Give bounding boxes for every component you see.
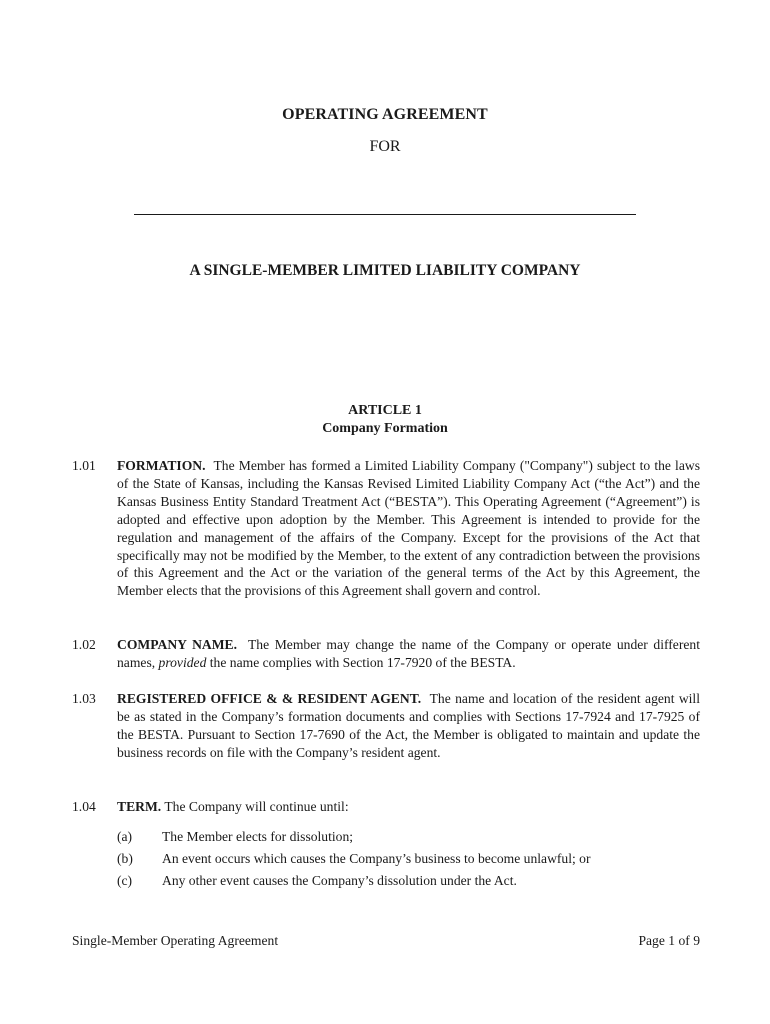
list-item-text: An event occurs which causes the Company’s business to become unlawful; or (162, 851, 591, 866)
section-heading: TERM. (117, 799, 162, 814)
article-number: ARTICLE 1 (348, 403, 422, 418)
document-for-line: FOR (369, 138, 401, 155)
section-body (117, 636, 700, 672)
list-item-text: The Member elects for dissolution; (162, 829, 354, 844)
section-heading: COMPANY NAME. (117, 637, 237, 652)
list-item-label: (b) (117, 851, 133, 866)
section-1-04 (72, 798, 700, 816)
section-heading: REGISTERED OFFICE & & RESIDENT AGENT. (117, 691, 422, 706)
document-subtitle: A SINGLE-MEMBER LIMITED LIABILITY COMPANY (189, 262, 581, 279)
article-name: Company Formation (322, 421, 448, 436)
section-heading: FORMATION. (117, 458, 206, 473)
section-text-continued: the name complies with Section 17-7920 of the BESTA. (209, 654, 516, 670)
section-1-01 (72, 457, 700, 600)
document-title: OPERATING AGREEMENT (282, 106, 488, 123)
footer-page-number: Page 1 of 9 (638, 933, 700, 948)
company-name-blank-line (134, 214, 636, 215)
section-1-02 (72, 636, 700, 672)
section-text: The Company will continue until: (164, 799, 349, 814)
article-heading (0, 402, 770, 438)
section-number: 1.04 (72, 799, 96, 814)
list-item-label: (a) (117, 829, 133, 844)
section-number: 1.01 (72, 458, 96, 473)
section-body (117, 798, 700, 816)
section-number: 1.02 (72, 637, 96, 652)
list-item-text: Any other event causes the Company’s dissolution under the Act. (162, 873, 517, 888)
list-item-label: (c) (117, 873, 133, 888)
footer-document-name: Single-Member Operating Agreement (72, 933, 279, 948)
section-body (117, 690, 700, 762)
section-text: The Member has formed a Limited Liability Company ("Company") subject to the laws of the State of Kansas, including the Kansas Revised Limited Liability Company Act (“the Act”) and the Kansas Business Entity Standard Treatment Act (“BESTA”). This Operating Agreement (“Agreement”) is adopted and effective upon adoption by the Member. This Agreement is intended to provide for the regulation and management of the affairs of the Company. Except for the provisions of the Act that specifically may not be modified by the Member, to the extent of any contradiction between the provisions of this Agreement and the Act or the variation of the general terms of the Act by this Agreement, the Member elects that the provisions of this Agreement shall govern and control. (117, 458, 700, 599)
section-body (117, 457, 700, 600)
section-text: The name and location of the resident agent will be as stated in the Company’s formation documents and complies with Sections 17-7924 and 17-7925 of the BESTA. Pursuant to Section 17-7690 of the Act, the Member is obligated to maintain and update the business records on file with the Company’s resident agent. (117, 691, 700, 760)
section-number: 1.03 (72, 691, 96, 706)
section-text-italic: provided (158, 654, 207, 670)
section-1-03 (72, 690, 700, 762)
section-text: The Member may change the name of the Company or operate under different names, (117, 637, 700, 670)
